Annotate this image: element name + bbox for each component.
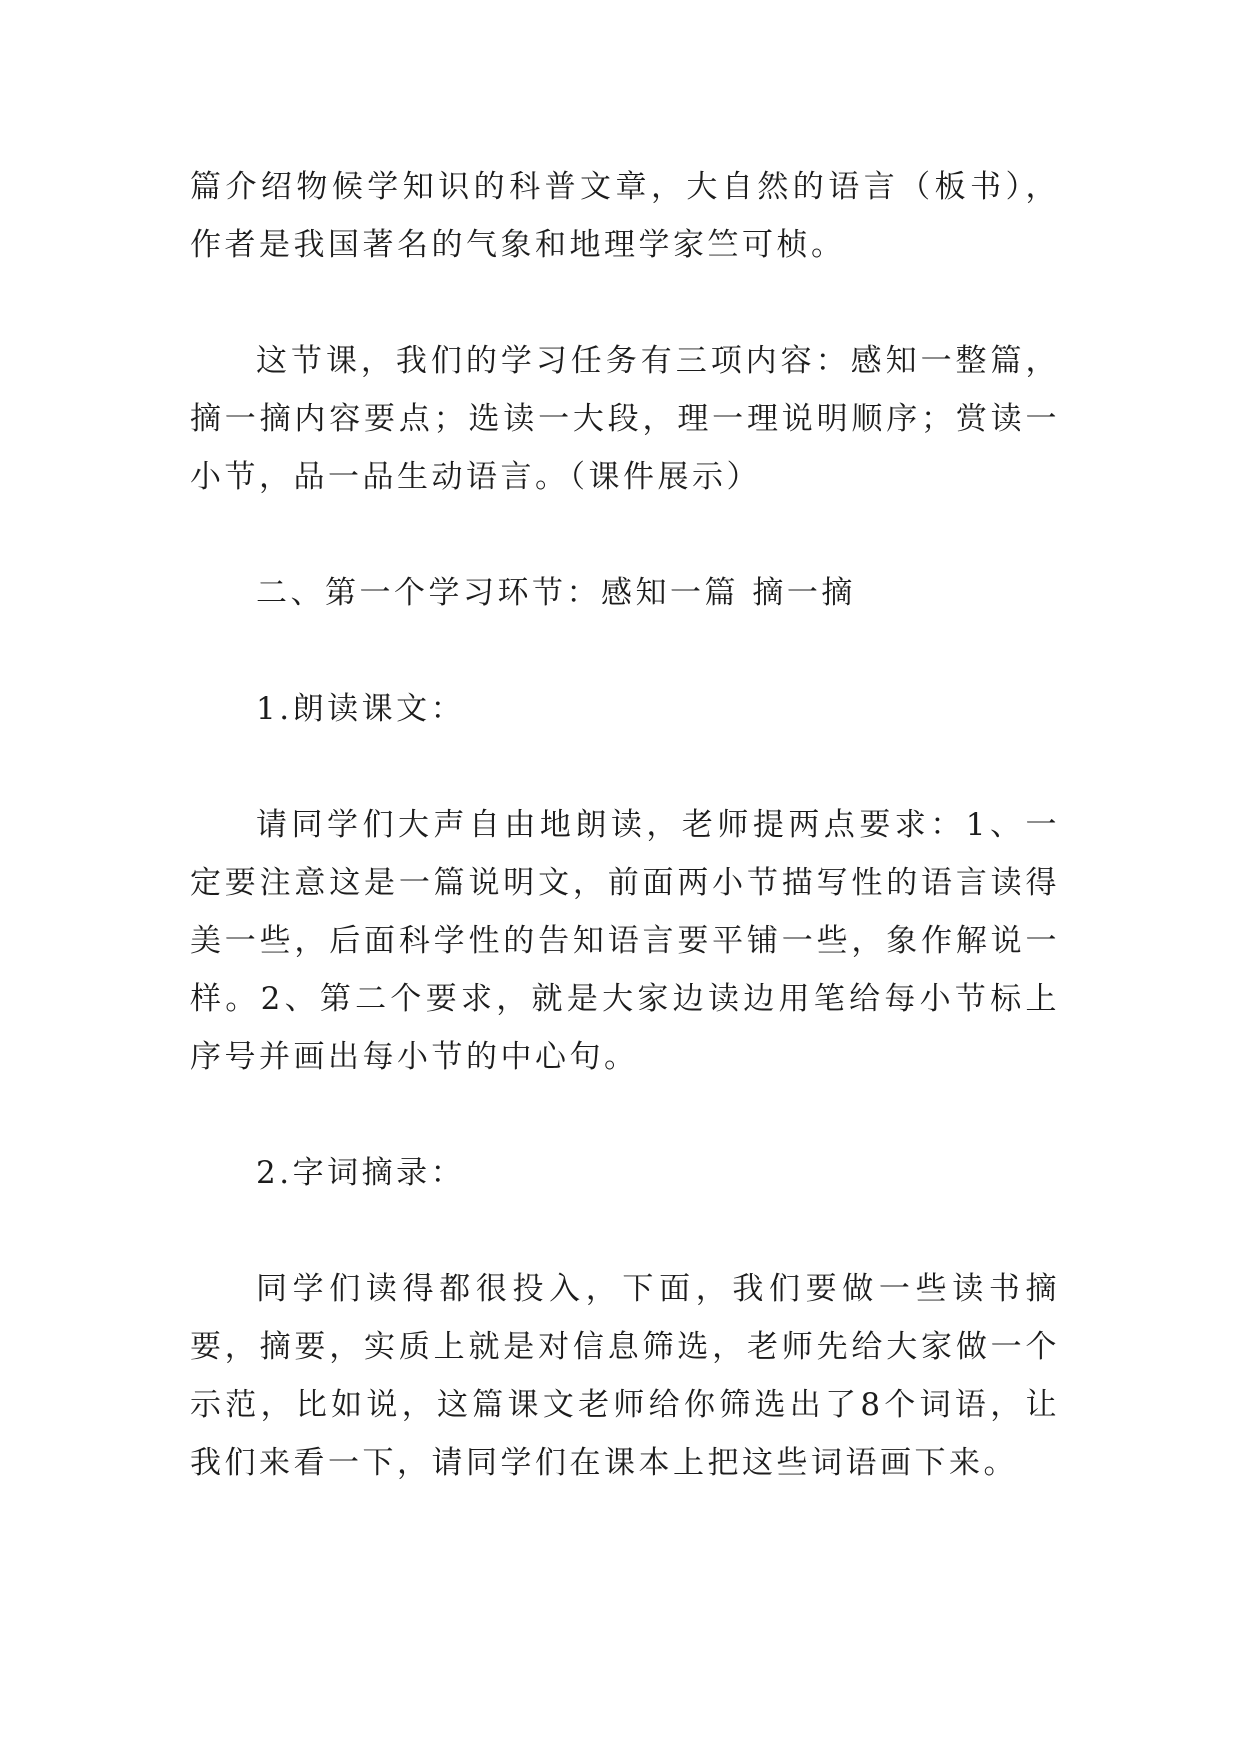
step-heading-1: 1.朗读课文： — [256, 691, 466, 727]
section-heading-2: 二、第一个学习环节：感知一篇 摘一摘 — [256, 575, 856, 611]
step-heading-2: 2.字词摘录： — [256, 1155, 466, 1191]
paragraph-reading-requirements: 请同学们大声自由地朗读，老师提两点要求：1、一定要注意这是一篇说明文，前面两小节描写性的语言读得美一些，后面科学性的告知语言要平铺一些，象作解说一样。2、第二个要求，就是大家边读边用笔给每小节标上序号并画出每小节的中心句。 — [190, 807, 1060, 1075]
paragraph-intro-continued: 篇介绍物候学知识的科普文章，大自然的语言（板书），作者是我国著名的气象和地理学家竺可桢。 — [190, 169, 1060, 263]
paragraph-learning-tasks: 这节课，我们的学习任务有三项内容：感知一整篇，摘一摘内容要点；选读一大段，理一理说明顺序；赏读一小节，品一品生动语言。（课件展示） — [190, 343, 1060, 495]
paragraph-word-excerpt: 同学们读得都很投入，下面，我们要做一些读书摘要，摘要，实质上就是对信息筛选，老师先给大家做一个示范，比如说，这篇课文老师给你筛选出了8个词语，让我们来看一下，请同学们在课本上把这些词语画下来。 — [190, 1271, 1060, 1481]
document-body — [190, 158, 1060, 1550]
